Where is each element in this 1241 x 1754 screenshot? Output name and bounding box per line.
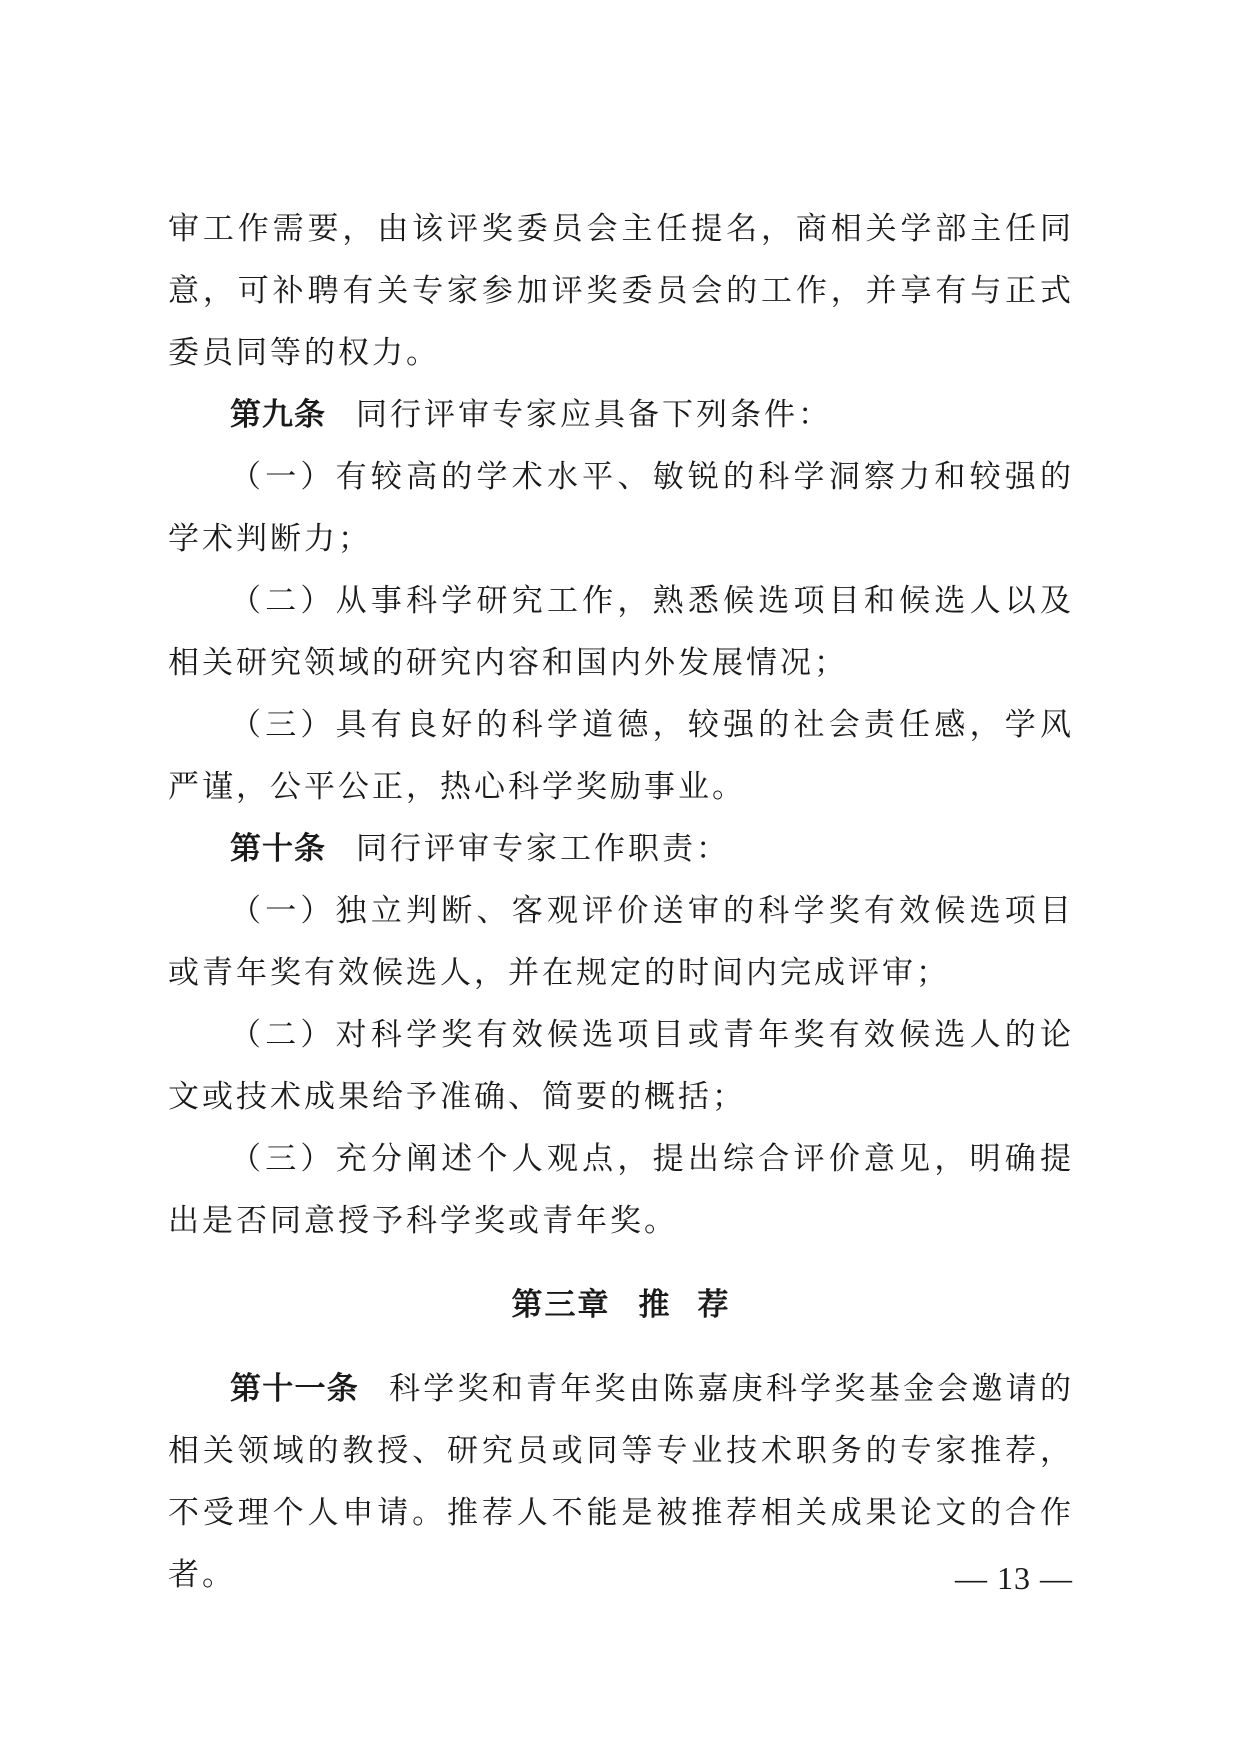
chapter-title-char: 推 bbox=[638, 1287, 672, 1323]
article-text: 同行评审专家工作职责： bbox=[356, 831, 730, 867]
list-item: （一）独立判断、客观评价送审的科学奖有效候选项目或青年奖有效候选人，并在规定的时间内完成评审； bbox=[168, 893, 1074, 991]
article-title: 第九条 bbox=[230, 397, 326, 433]
chapter-number: 第三章 bbox=[511, 1287, 611, 1323]
page-number: — 13 — bbox=[955, 1560, 1073, 1596]
article-11 bbox=[168, 1358, 1074, 1606]
list-item: （三）具有良好的科学道德，较强的社会责任感，学风严谨，公平公正，热心科学奖励事业。 bbox=[168, 707, 1074, 805]
article-title: 第十一条 bbox=[230, 1371, 360, 1407]
article-9 bbox=[168, 384, 1074, 446]
list-item: （一）有较高的学术水平、敏锐的科学洞察力和较强的学术判断力； bbox=[168, 459, 1074, 557]
list-item: （二）对科学奖有效候选项目或青年奖有效候选人的论文或技术成果给予准确、简要的概括； bbox=[168, 1017, 1074, 1115]
list-item: （二）从事科学研究工作，熟悉候选项目和候选人以及相关研究领域的研究内容和国内外发展情况； bbox=[168, 583, 1074, 681]
article-text: 同行评审专家应具备下列条件： bbox=[356, 397, 832, 433]
chapter-heading bbox=[168, 1274, 1074, 1336]
list-item: （三）充分阐述个人观点，提出综合评价意见，明确提出是否同意授予科学奖或青年奖。 bbox=[168, 1141, 1074, 1239]
body-text bbox=[168, 198, 1074, 1606]
chapter-title-char: 荐 bbox=[697, 1287, 731, 1323]
article-text: 科学奖和青年奖由陈嘉庚科学奖基金会邀请的相关领域的教授、研究员或同等专业技术职务的专家推荐，不受理个人申请。推荐人不能是被推荐相关成果论文的合作者。 bbox=[168, 1371, 1075, 1593]
article-title: 第十条 bbox=[230, 831, 326, 867]
article-10 bbox=[168, 818, 1074, 880]
paragraph-continued: 审工作需要，由该评奖委员会主任提名，商相关学部主任同意，可补聘有关专家参加评奖委员会的工作，并享有与正式委员同等的权力。 bbox=[168, 211, 1074, 371]
